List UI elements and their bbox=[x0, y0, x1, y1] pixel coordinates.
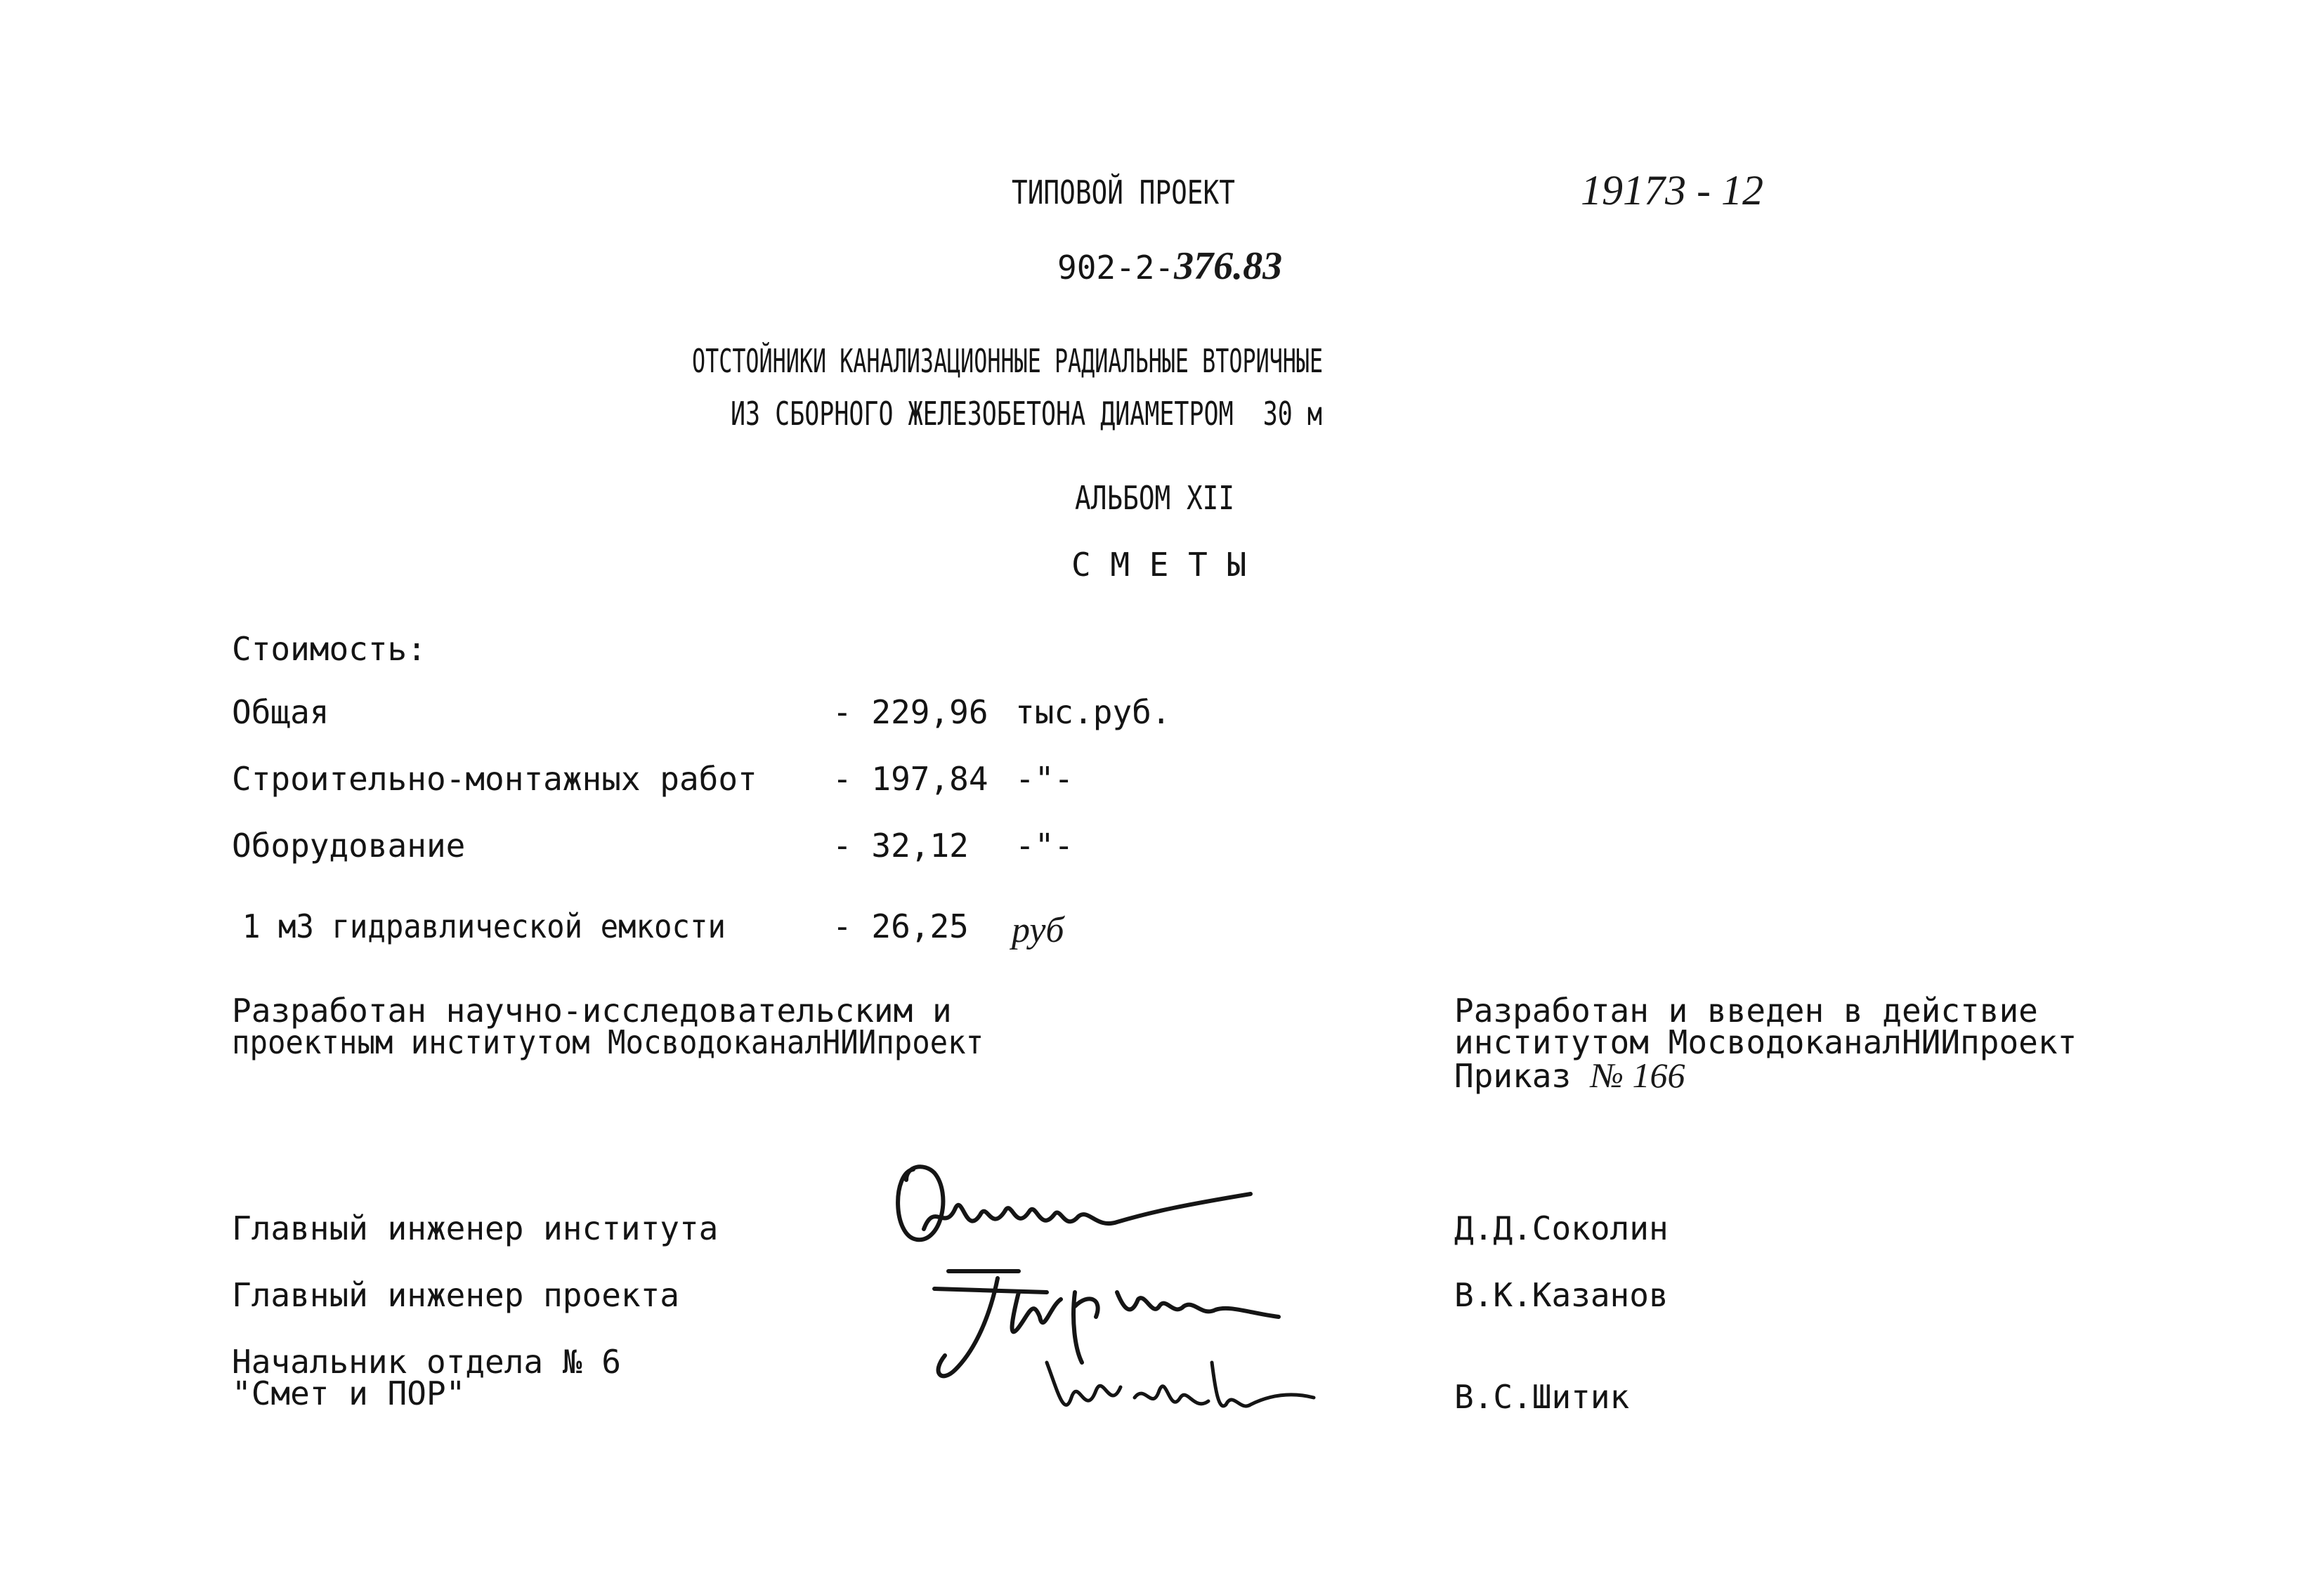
signatory-name: В.К.Казанов bbox=[1454, 1276, 1669, 1314]
cost-row-unit: руб bbox=[1012, 910, 1064, 950]
project-type-label: ТИПОВОЙ ПРОЕКТ bbox=[1012, 173, 1235, 211]
cost-row-label: 1 м3 гидравлической емкости bbox=[242, 907, 726, 945]
cost-row-label: Строительно-монтажных работ bbox=[232, 760, 757, 798]
cost-row-value: - 197,84 bbox=[833, 760, 988, 798]
signatory-name: Д.Д.Соколин bbox=[1454, 1209, 1669, 1247]
cost-heading: Стоимость: bbox=[232, 630, 426, 668]
developer-order-line: Приказ № 166 bbox=[1454, 1056, 1685, 1095]
developer-left-line-1: Разработан научно-исследовательским и bbox=[232, 992, 952, 1030]
developer-right-line-1: Разработан и введен в действие bbox=[1454, 992, 2038, 1030]
cost-row-unit: -"- bbox=[1015, 827, 1074, 865]
document-title-line-2: ИЗ СБОРНОГО ЖЕЛЕЗОБЕТОНА ДИАМЕТРОМ 30 м bbox=[731, 395, 1322, 433]
cost-row-unit: -"- bbox=[1015, 760, 1074, 798]
cost-row-unit: тыс.руб. bbox=[1015, 693, 1171, 731]
cost-row-value: - 26,25 bbox=[833, 907, 969, 945]
project-code: 902-2-376.83 bbox=[1057, 244, 1283, 288]
developer-left-line-2: проектным институтом МосводоканалНИИпроект bbox=[232, 1023, 984, 1061]
developer-right-line-2: институтом МосводоканалНИИпроект bbox=[1454, 1023, 2077, 1061]
signatory-role: Начальник отдела № 6 bbox=[232, 1343, 621, 1381]
document-title-line-1: ОТСТОЙНИКИ КАНАЛИЗАЦИОННЫЕ РАДИАЛЬНЫЕ ВТОРИЧНЫЕ bbox=[692, 342, 1324, 380]
signatory-role-line-2: "Смет и ПОР" bbox=[232, 1374, 466, 1412]
cost-row-label: Общая bbox=[232, 693, 329, 731]
handwritten-project-number: 19173 - 12 bbox=[1581, 167, 1763, 214]
signatory-name: В.С.Шитик bbox=[1454, 1378, 1630, 1416]
signatory-role: Главный инженер института bbox=[232, 1209, 719, 1247]
signature-shitik bbox=[1040, 1348, 1321, 1433]
album-number: АЛЬБОМ XII bbox=[1075, 479, 1235, 517]
cost-row-value: - 32,12 bbox=[833, 827, 969, 865]
cost-row-label: Оборудование bbox=[232, 827, 466, 865]
signatory-role: Главный инженер проекта bbox=[232, 1276, 679, 1314]
signature-sokolin bbox=[885, 1152, 1279, 1264]
document-subtitle: С М Е Т Ы bbox=[1071, 546, 1247, 584]
cost-row-value: - 229,96 bbox=[833, 693, 988, 731]
